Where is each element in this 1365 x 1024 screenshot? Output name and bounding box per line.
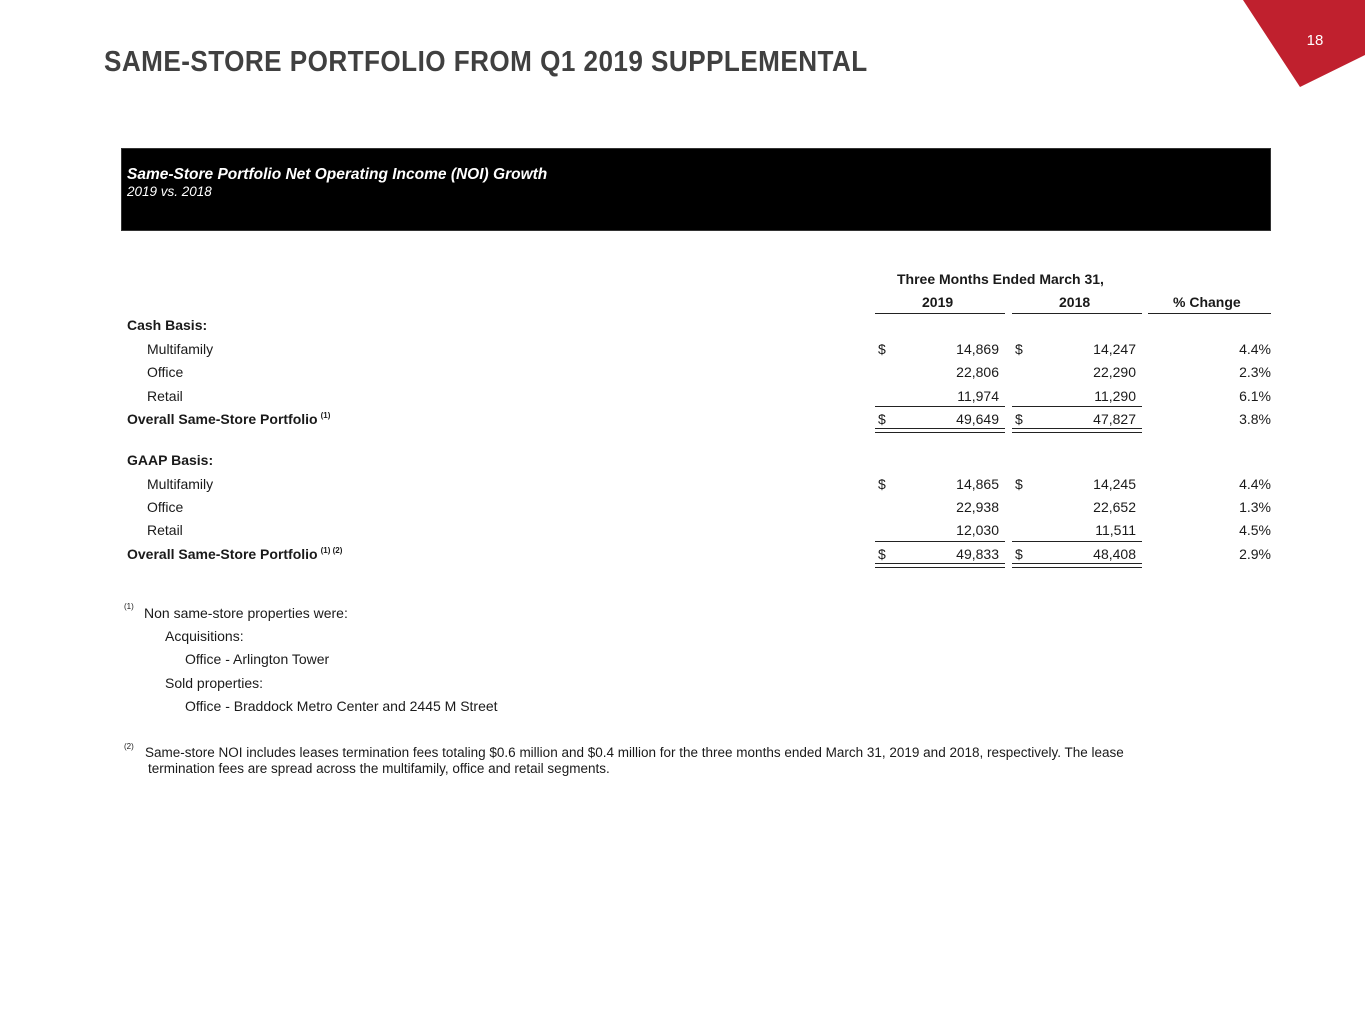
row-label: Multifamily — [147, 341, 214, 357]
footnote-1-marker: (1) — [124, 602, 134, 611]
sold-label: Sold properties: — [165, 675, 264, 691]
currency-symbol: $ — [1015, 411, 1023, 427]
value-2019: 22,806 — [956, 364, 999, 380]
value-2018: 22,652 — [1093, 499, 1136, 515]
value-2018: 11,511 — [1095, 522, 1136, 538]
subtotal-rule-2018 — [1012, 541, 1142, 542]
banner-subtitle: 2019 vs. 2018 — [127, 184, 212, 199]
col-header-change: % Change — [1173, 294, 1241, 310]
value-2018: 14,245 — [1093, 476, 1136, 492]
value-change: 1.3% — [1239, 499, 1271, 515]
footnote-1-text: Non same-store properties were: — [144, 605, 348, 621]
total-double-rule-2019 — [875, 428, 1005, 433]
value-2018: 22,290 — [1093, 364, 1136, 380]
value-change: 4.5% — [1239, 522, 1271, 538]
total-2018: 47,827 — [1093, 411, 1136, 427]
value-change: 6.1% — [1239, 388, 1271, 404]
banner-title: Same-Store Portfolio Net Operating Income (NOI) Growth — [127, 166, 548, 183]
row-label: Office — [147, 364, 184, 380]
value-2019: 11,974 — [957, 388, 999, 404]
subtotal-rule-2019 — [875, 406, 1005, 407]
total-change: 2.9% — [1239, 546, 1271, 562]
col-header-2019: 2019 — [922, 294, 954, 310]
page-title: SAME-STORE PORTFOLIO FROM Q1 2019 SUPPLEMENTAL — [104, 46, 868, 78]
value-change: 4.4% — [1239, 476, 1271, 492]
footnote-2-marker: (2) — [124, 742, 134, 751]
header-rule-change — [1148, 313, 1271, 314]
sold-item: Office - Braddock Metro Center and 2445 M Street — [185, 698, 498, 714]
total-double-rule-2019 — [875, 563, 1005, 568]
value-2018: 11,290 — [1094, 388, 1136, 404]
period-header: Three Months Ended March 31, — [897, 271, 1104, 287]
total-change: 3.8% — [1239, 411, 1271, 427]
footnote-2-line-2: termination fees are spread across the multifamily, office and retail segments. — [148, 761, 610, 776]
value-2018: 14,247 — [1093, 341, 1136, 357]
row-label: Multifamily — [147, 476, 214, 492]
value-change: 2.3% — [1239, 364, 1271, 380]
footnote-2-line-1: Same-store NOI includes leases termination fees totaling $0.6 million and $0.4 million for the three months ended March 31, 2019 and 2018, respectively. The lease — [145, 745, 1124, 760]
total-2019: 49,649 — [956, 411, 999, 427]
currency-symbol: $ — [878, 341, 886, 357]
total-label: Overall Same-Store Portfolio $^{(1) (2)}$ — [127, 546, 343, 562]
section-heading-cash: Cash Basis: — [127, 317, 208, 333]
value-2019: 14,865 — [956, 476, 999, 492]
subtotal-rule-2018 — [1012, 406, 1142, 407]
acquisitions-label: Acquisitions: — [165, 628, 244, 644]
section-heading-gaap: GAAP Basis: — [127, 452, 214, 468]
acquisitions-item: Office - Arlington Tower — [185, 651, 330, 667]
page-number: 18 — [1306, 32, 1324, 49]
value-2019: 22,938 — [956, 499, 999, 515]
currency-symbol: $ — [878, 411, 886, 427]
total-2018: 48,408 — [1093, 546, 1136, 562]
row-label: Office — [147, 499, 184, 515]
subtotal-rule-2019 — [875, 541, 1005, 542]
value-2019: 14,869 — [956, 341, 999, 357]
total-double-rule-2018 — [1012, 563, 1142, 568]
table-banner — [121, 148, 1271, 231]
value-change: 4.4% — [1239, 341, 1271, 357]
col-header-2018: 2018 — [1059, 294, 1091, 310]
currency-symbol: $ — [878, 546, 886, 562]
currency-symbol: $ — [1015, 546, 1023, 562]
row-label: Retail — [147, 388, 183, 404]
header-rule-2019 — [875, 313, 1005, 314]
currency-symbol: $ — [1015, 476, 1023, 492]
total-2019: 49,833 — [956, 546, 999, 562]
currency-symbol: $ — [878, 476, 886, 492]
value-2019: 12,030 — [956, 522, 999, 538]
row-label: Retail — [147, 522, 183, 538]
currency-symbol: $ — [1015, 341, 1023, 357]
total-label: Overall Same-Store Portfolio $^{(1)}$ — [127, 411, 331, 427]
total-double-rule-2018 — [1012, 428, 1142, 433]
header-rule-2018 — [1012, 313, 1142, 314]
